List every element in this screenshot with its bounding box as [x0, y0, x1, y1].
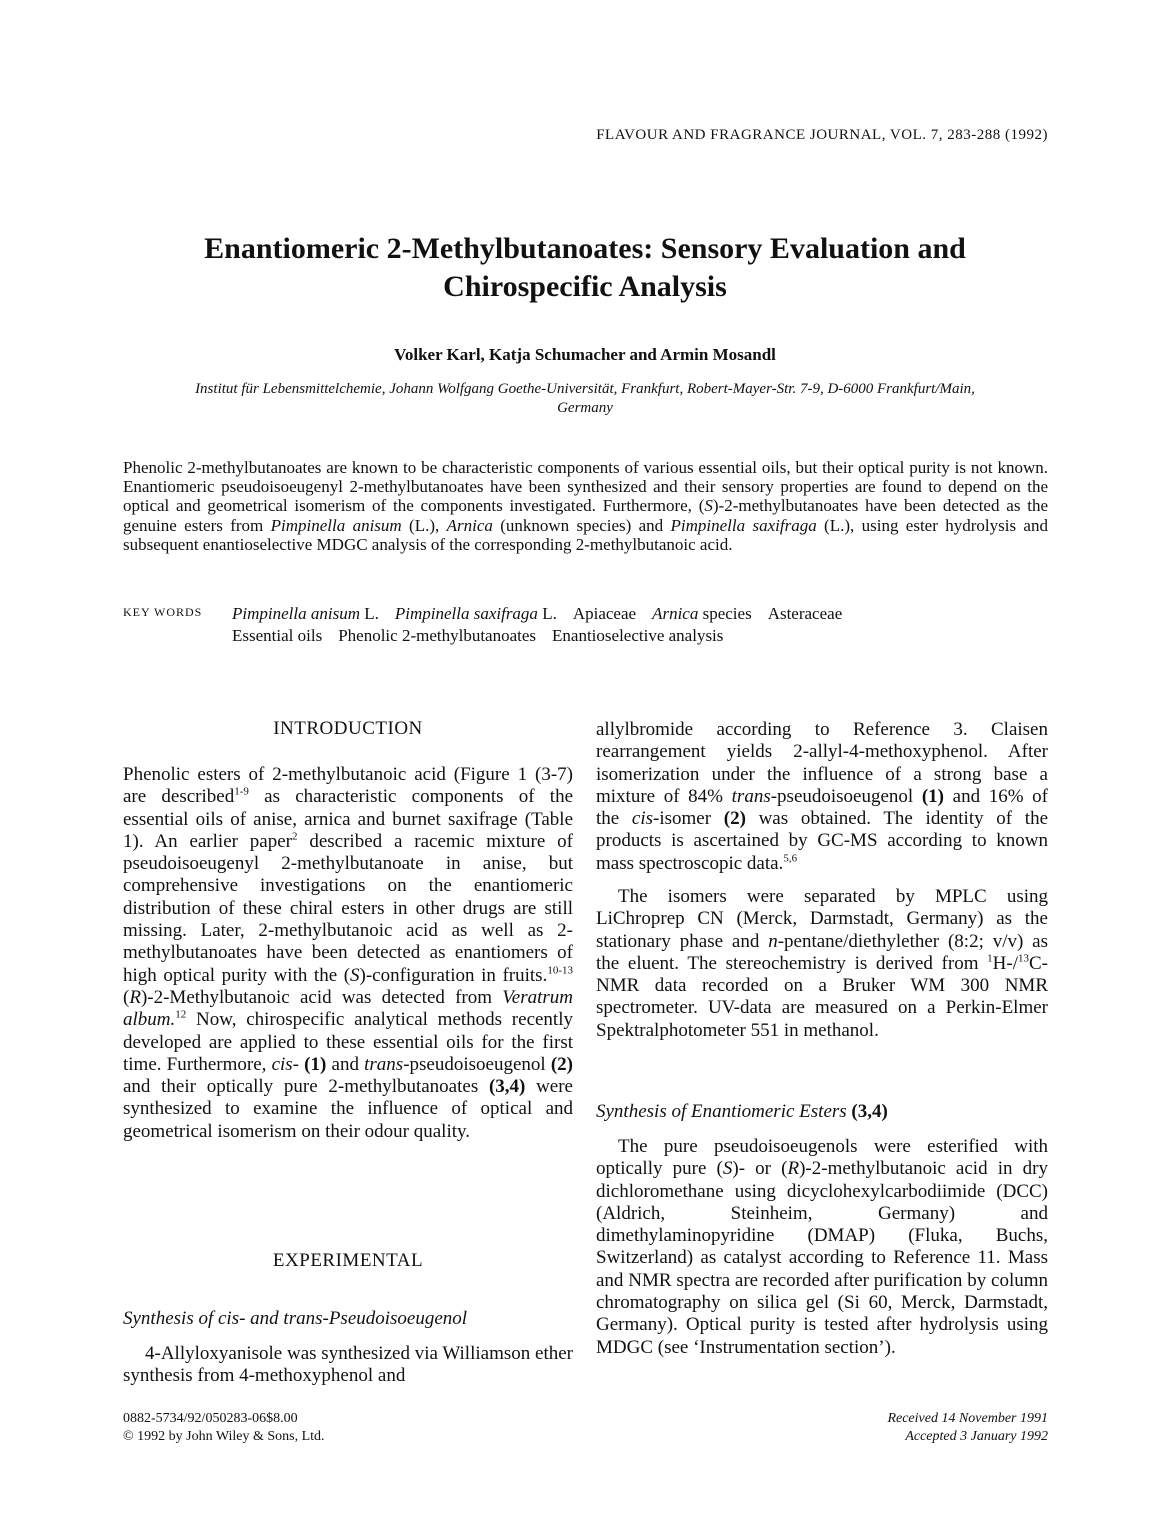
- keywords-line-2: Essential oils Phenolic 2-methylbutanoates Enantioselective analysis: [232, 626, 724, 645]
- footer-right: [750, 1410, 1048, 1446]
- journal-header: FLAVOUR AND FRAGRANCE JOURNAL, VOL. 7, 283-288 (1992): [596, 127, 1048, 143]
- footer-code: 0882-5734/92/050283-06$8.00: [123, 1411, 298, 1426]
- authors: Volker Karl, Katja Schumacher and Armin Mosandl: [394, 345, 776, 364]
- keywords-label: KEY WORDS: [123, 605, 203, 619]
- received-date: Received 14 November 1991: [887, 1411, 1048, 1426]
- keywords: [232, 603, 842, 647]
- affiliation: [120, 380, 1050, 418]
- accepted-date: Accepted 3 January 1992: [905, 1429, 1048, 1444]
- footer-copyright: © 1992 by John Wiley & Sons, Ltd.: [123, 1429, 325, 1444]
- right-paragraph-2: The isomers were separated by MPLC using LiChroprep CN (Merck, Darmstadt, Germany) as the stationary phase and n-pentane/diethylether (8:2; v/v) as the eluent. The stereochemistry is derived from $^1$H-/$^{13}$C-NMR data recorded on a Bruker WM 300 NMR spectrometer. UV-data are measured on a Perkin-Elmer Spektralphotometer 551 in methanol.: [596, 886, 1048, 1041]
- footer-left: [123, 1410, 325, 1446]
- introduction-heading: INTRODUCTION: [273, 718, 423, 739]
- synthesis-esters-heading: Synthesis of Enantiomeric Esters (3,4): [596, 1101, 888, 1122]
- affiliation-line-1: Institut für Lebensmittelchemie, Johann Wolfgang Goethe-Universität, Frankfurt, Robert-Mayer-Str. 7-9, D-6000 Frankfurt/Main,: [195, 381, 975, 397]
- abstract: Phenolic 2-methylbutanoates are known to be characteristic components of various essential oils, but their optical purity is not known. Enantiomeric pseudoisoeugenyl 2-methylbutanoates have been synthesized and their sensory properties are found to depend on the optical and geometrical isomerism of the components investigated. Furthermore, (S)-2-methylbutanoates have been detected as the genuine esters from Pimpinella anisum (L.), Arnica (unknown species) and Pimpinella saxifraga (L.), using ester hydrolysis and subsequent enantioselective MDGC analysis of the corresponding 2-methylbutanoic acid.: [123, 458, 1048, 554]
- paper-title: [100, 230, 1070, 306]
- synthesis-heading: Synthesis of cis- and trans-Pseudoisoeugenol: [123, 1308, 468, 1329]
- right-paragraph-1: allylbromide according to Reference 3. Claisen rearrangement yields 2-allyl-4-methoxyphenol. After isomerization under the influence of a strong base a mixture of 84% trans-pseudoisoeugenol (1) and 16% of the cis-isomer (2) was obtained. The identity of the products is ascertained by GC-MS according to known mass spectroscopic data.$^{5,6}$: [596, 719, 1049, 874]
- introduction-body: Phenolic esters of 2-methylbutanoic acid (Figure 1 (3-7) are described$^{1-9}$ as characteristic components of the essential oils of anise, arnica and burnet saxifrage (Table 1). An earlier paper$^2$ described a racemic mixture of pseudoisoeugenyl 2-methylbutanoate in anise, but comprehensive investigations on the enantiomeric distribution of these chiral esters in other drugs are still missing. Later, 2-methylbutanoic acid as well as 2-methylbutanoates have been detected as enantiomers of high optical purity with the (S)-configuration in fruits.$^{10-13}$ (R)-2-Methylbutanoic acid was detected from Veratrum album.$^{12}$ Now, chirospecific analytical methods recently developed are applied to these essential oils for the first time. Furthermore, cis- (1) and trans-pseudoisoeugenol (2) and their optically pure 2-methylbutanoates (3,4) were synthesized to examine the influence of optical and geometrical isomerism on their odour quality.: [123, 764, 573, 1142]
- title-line-1: Enantiomeric 2-Methylbutanoates: Sensory Evaluation and: [204, 232, 966, 265]
- keywords-line-1: Pimpinella anisum L. Pimpinella saxifraga L. Apiaceae Arnica species Asteraceae: [232, 604, 843, 623]
- title-line-2: Chirospecific Analysis: [443, 270, 727, 303]
- synthesis-body: 4-Allyloxyanisole was synthesized via Williamson ether synthesis from 4-methoxyphenol and: [123, 1343, 573, 1387]
- affiliation-line-2: Germany: [557, 400, 613, 416]
- right-paragraph-3: The pure pseudoisoeugenols were esterified with optically pure (S)- or (R)-2-methylbutanoic acid in dry dichloromethane using dicyclohexylcarbodiimide (DCC) (Aldrich, Steinheim, Germany) and dimethylaminopyridine (DMAP) (Fluka, Buchs, Switzerland) as catalyst according to Reference 11. Mass and NMR spectra are recorded after purification by column chromatography on silica gel (Si 60, Merck, Darmstadt, Germany). Optical purity is tested after hydrolysis using MDGC (see ‘Instrumentation section’).: [596, 1136, 1048, 1358]
- experimental-heading: EXPERIMENTAL: [272, 1250, 424, 1271]
